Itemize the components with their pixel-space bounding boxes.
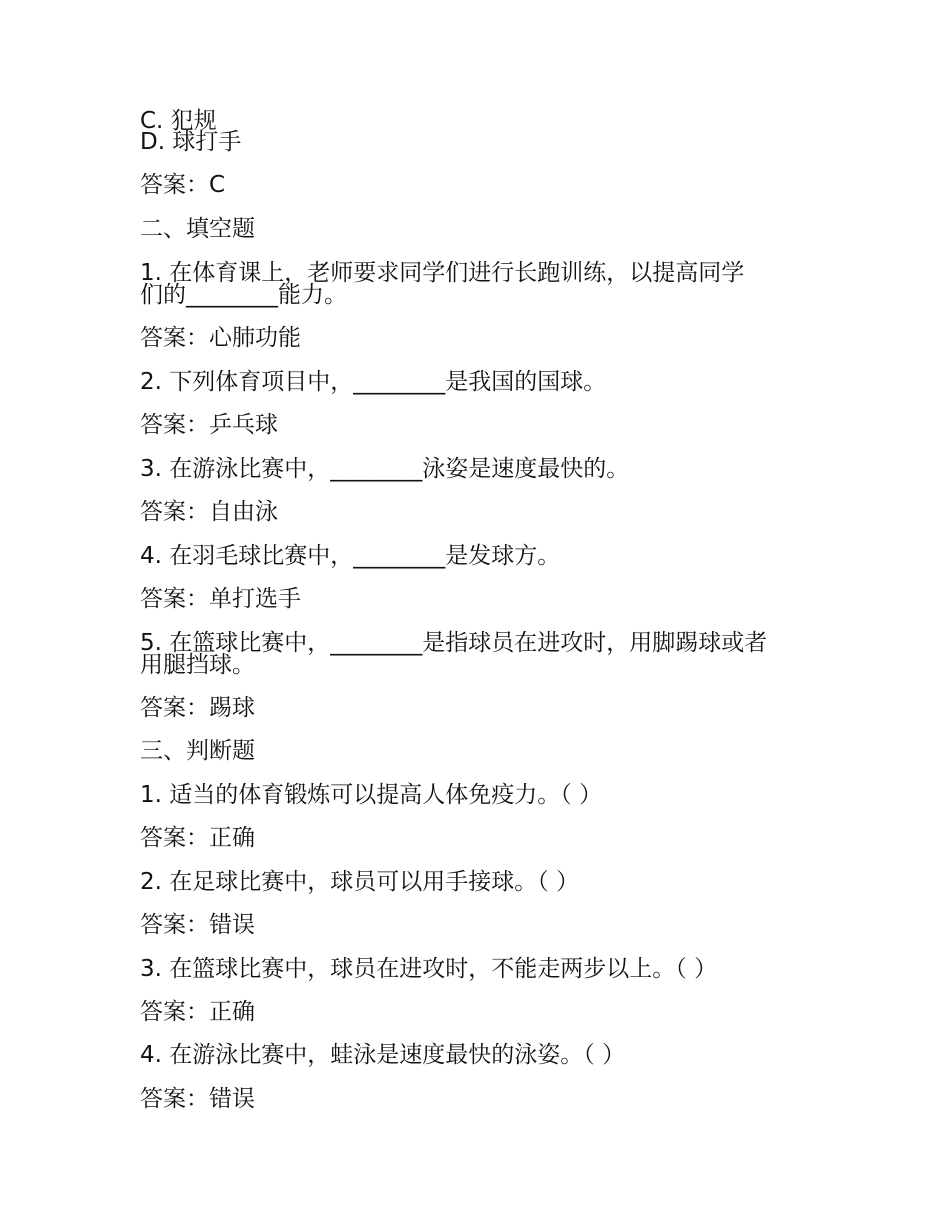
option-c: C. 犯规 (140, 108, 217, 134)
question-line: 5. 在篮球比赛中，________是指球员在进攻时，用脚踢球或者 (140, 630, 768, 656)
answer-line: 答案：正确 (140, 825, 255, 851)
answer-line: 答案：乒乓球 (140, 412, 278, 438)
question-line: 3. 在游泳比赛中，________泳姿是速度最快的。 (140, 456, 630, 482)
answer-line: 答案：踢球 (140, 695, 255, 721)
answer-line: 答案：正确 (140, 999, 255, 1025)
answer-line: 答案：错误 (140, 1086, 255, 1112)
question-line: 4. 在羽毛球比赛中，________是发球方。 (140, 543, 561, 569)
question-line: 2. 下列体育项目中，________是我国的国球。 (140, 369, 607, 395)
section-heading-true-false: 三、判断题 (140, 738, 255, 764)
answer-line: 答案：C (140, 172, 226, 198)
question-line: 1. 适当的体育锻炼可以提高人体免疫力。（ ） (140, 782, 603, 808)
question-line-continued: 们的________能力。 (140, 282, 347, 308)
answer-line: 答案：心肺功能 (140, 325, 301, 351)
question-line: 3. 在篮球比赛中，球员在进攻时，不能走两步以上。（ ） (140, 956, 718, 982)
question-line-continued: 用腿挡球。 (140, 652, 255, 678)
question-line: 4. 在游泳比赛中，蛙泳是速度最快的泳姿。（ ） (140, 1042, 626, 1068)
answer-line: 答案：单打选手 (140, 586, 301, 612)
question-line: 2. 在足球比赛中，球员可以用手接球。（ ） (140, 869, 580, 895)
section-heading-fill-in: 二、填空题 (140, 216, 255, 242)
question-line: 1. 在体育课上，老师要求同学们进行长跑训练，以提高同学 (140, 260, 745, 286)
option-d: D. 球打手 (140, 129, 242, 155)
answer-line: 答案：错误 (140, 912, 255, 938)
answer-line: 答案：自由泳 (140, 499, 278, 525)
